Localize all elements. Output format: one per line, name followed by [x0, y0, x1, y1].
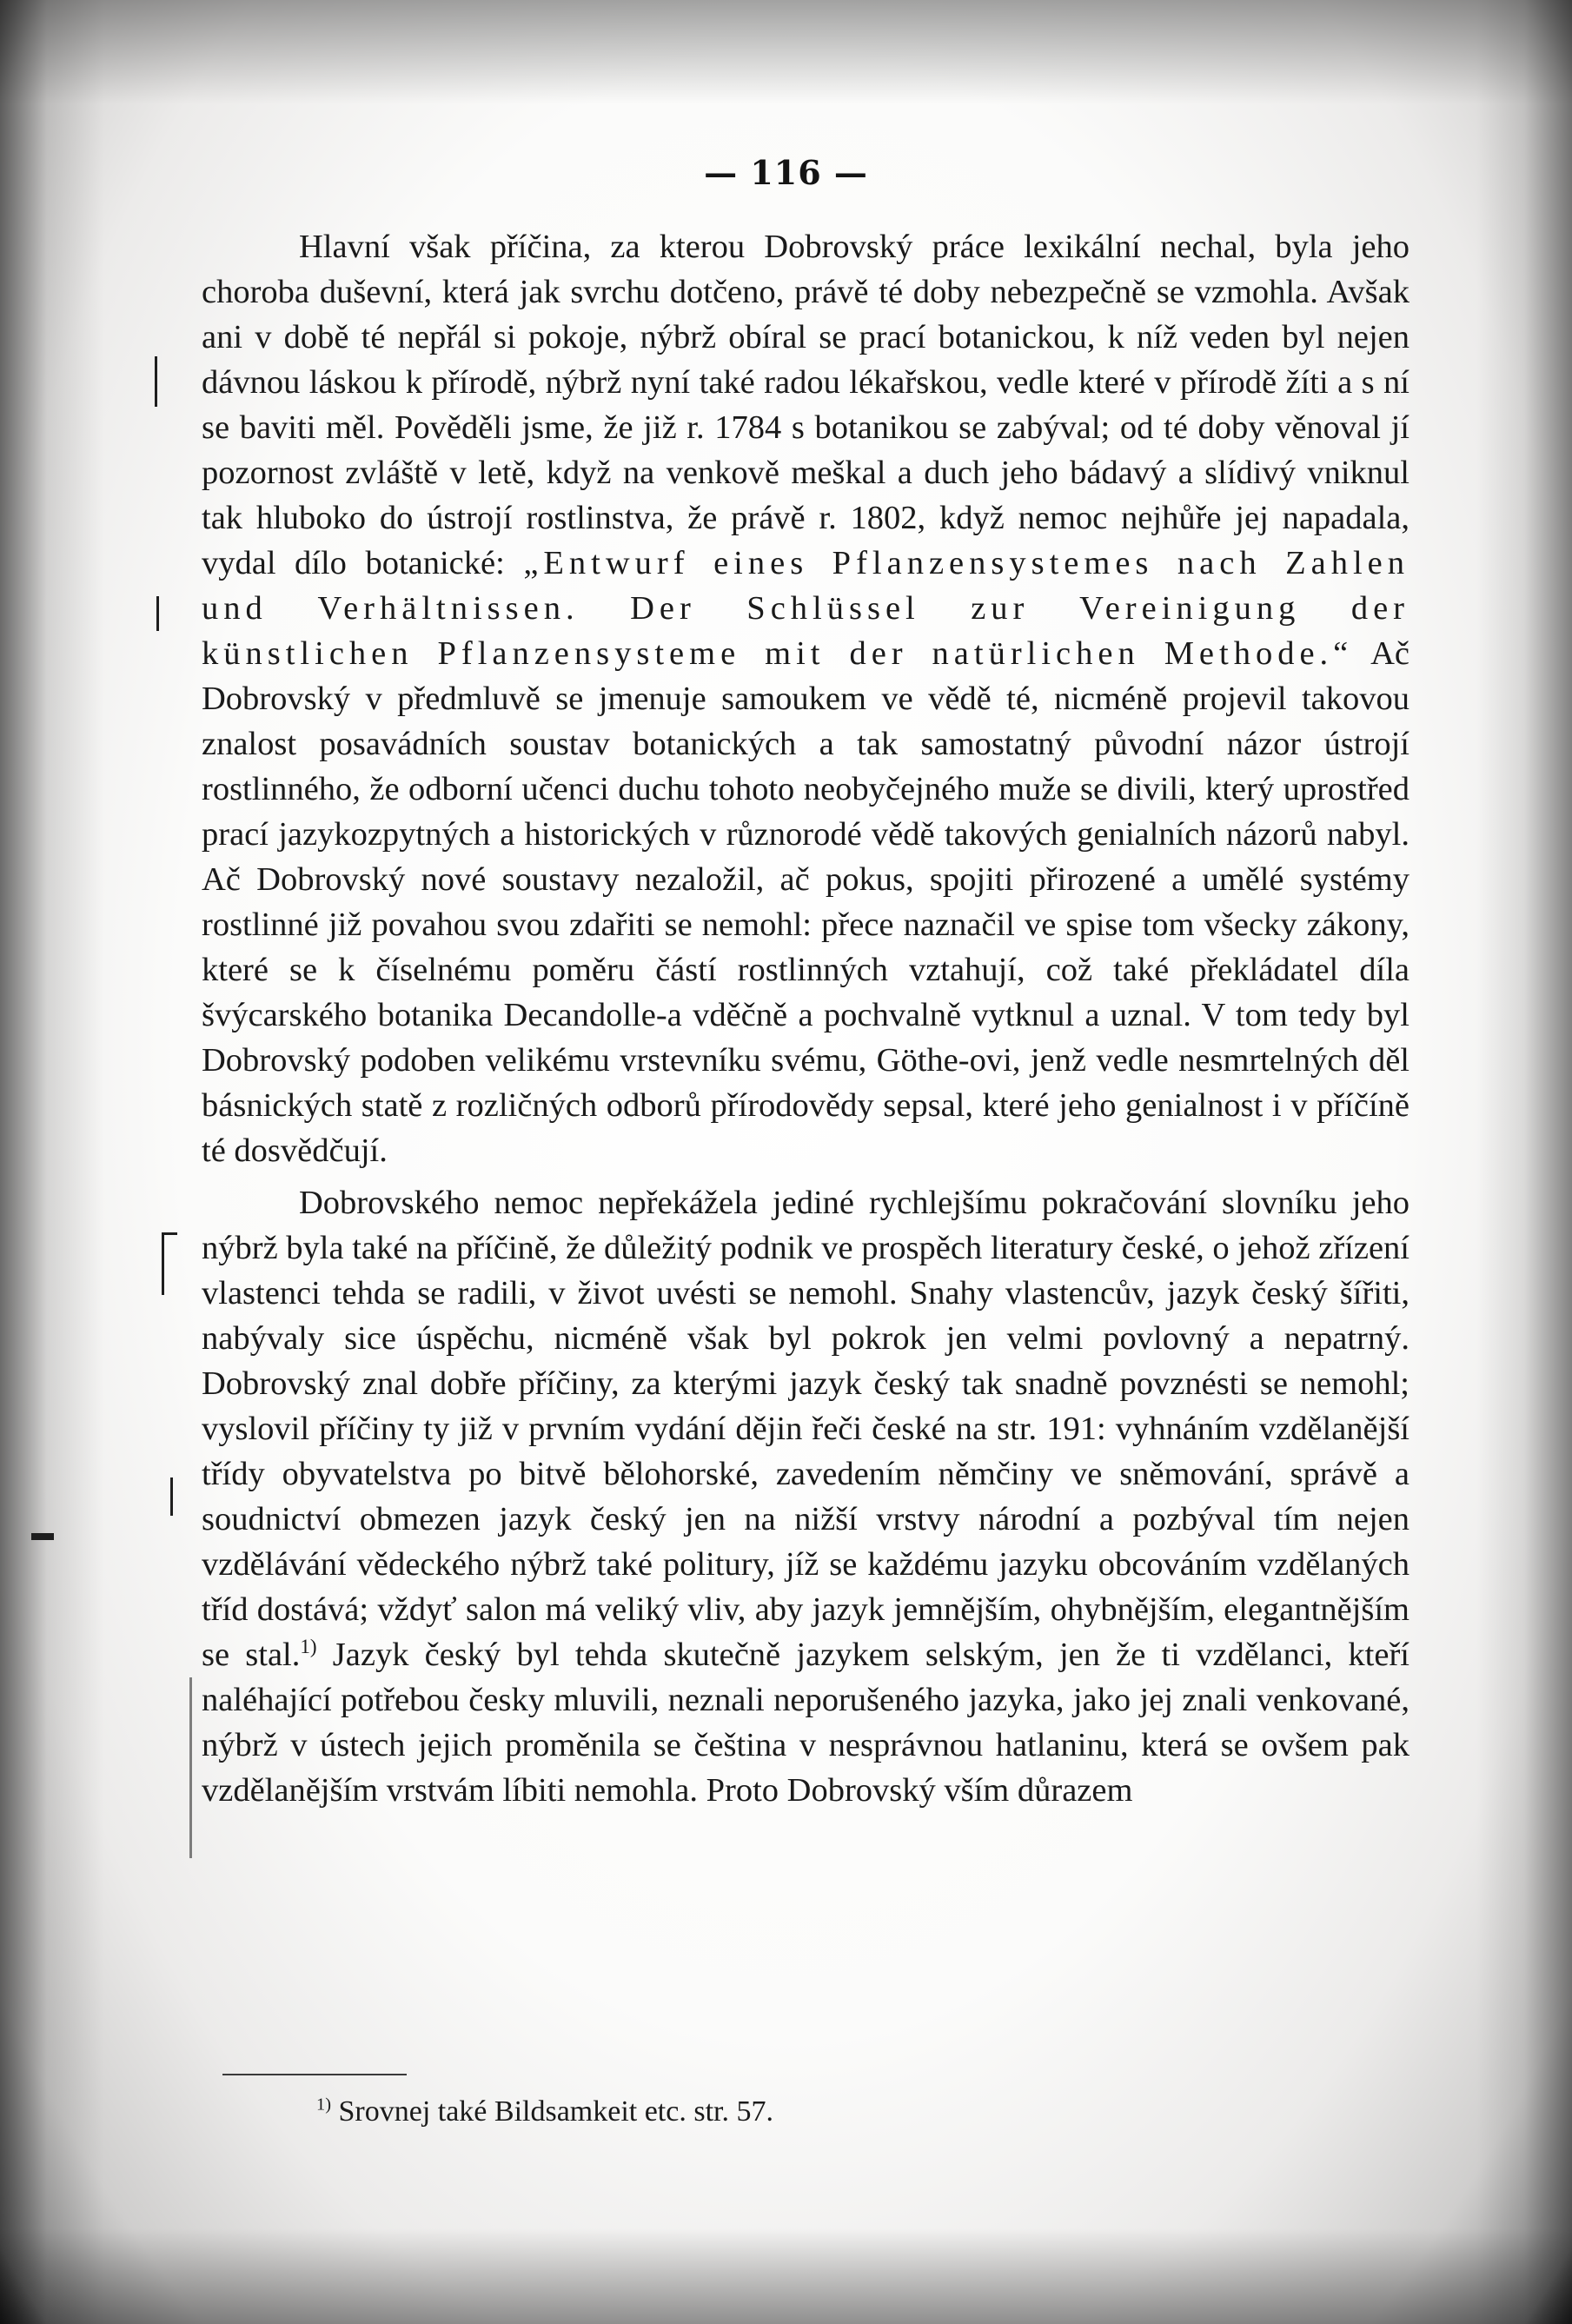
body-text — [202, 224, 1409, 1813]
margin-mark — [31, 1533, 54, 1540]
paragraph-text: Jazyk český byl tehda skutečně jazykem selským, jen že ti vzdělanci, kteří naléhající potřebou česky mluvili, neznali neporušeného jazyka, jako jej znali venkované, nýbrž v ústech jejich proměnila se čeština v nesprávnou hatlaninu, která se ovšem pak vzdělanějším vrstvám líbiti nemohla. Proto Dobrovský vším důrazem — [202, 1637, 1409, 1809]
paragraph — [202, 224, 1409, 1173]
footnote-marker: 1) — [316, 2095, 331, 2115]
margin-mark — [156, 596, 159, 631]
paragraph-text: Ač Dobrovský v předmluvě se jmenuje samoukem ve vědě té, nicméně projevil takovou znalost posavádních soustav botanických a tak samostatný původní názor ústrojí rostlinného, že odborní učenci duchu tohoto neobyčejného muže se divili, který uprostřed prací jazykozpytných a historických v různorodé vědě takových genialních názorů nabyl. Ač Dobrovský nové soustavy nezaložil, ač pokus, spojiti přirozené a umělé systémy rostlinné již povahou svou zdařiti se nemohl: přece naznačil ve spise tom všecky zákony, které se k číselnému poměru částí rostlinných vztahují, což také překládatel díla švýcarského botanika Decandolle-a vděčně a pochvalně vytknul a uznal. V tom tedy byl Dobrovský podoben velikému vrstevníku svému, Göthe-ovi, jenž vedle nesmrtelných děl básnických statě z rozličných odborů přírodovědy sepsal, které jeho genialnost i v příčíně té dosvědčují. — [202, 635, 1409, 1169]
bottom-edge-shadow — [0, 2228, 1572, 2324]
footnote-reference: 1) — [300, 1635, 317, 1658]
margin-mark — [170, 1477, 173, 1516]
footnote-text: Srovnej také Bildsamkeit etc. str. 57. — [331, 2095, 773, 2128]
margin-mark — [162, 1232, 164, 1295]
margin-mark — [162, 1232, 177, 1235]
left-edge-shadow — [0, 0, 104, 2324]
margin-mark — [189, 1677, 192, 1858]
book-title: „Entwurf eines Pflanzensystemes nach Zahlen und Verhältnissen. Der Schlüssel zur Vereinigung der künstlichen Pflanzensysteme mit der natürlichen Methode.“ — [202, 545, 1409, 672]
paragraph-text: Dobrovského nemoc nepřekážela jediné rychlejšímu pokračování slovníku jeho nýbrž byla také na příčině, že důležitý podnik ve prospěch literatury české, o jehož zřízení vlastenci tehda se radili, v život uvésti se nemohl. Snahy vlastencův, jazyk český šířiti, nabývaly sice úspěchu, nicméně však byl pokrok jen velmi povlovný a nepatrný. Dobrovský znal dobře příčiny, za kterými jazyk český tak snadně povznésti se nemohl; vyslovil příčiny ty již v prvním vydání dějin řeči české na str. 191: vyhnáním vzdělanější třídy obyvatelstva po bitvě bělohorské, zavedením němčiny ve sněmování, správě a soudnictví obmezen jazyk český jen na nižší vrstvy národní a pozbýval tím nejen vzdělávání vědeckého nýbrž také politury, jíž se každému jazyku obcováním vzdělaných tříd dostává; vždyť salon má veliký vliv, aby jazyk jemnějším, ohybnějším, elegantnějším se stal. — [202, 1185, 1409, 1673]
footnote-divider — [222, 2074, 407, 2075]
margin-mark — [155, 356, 157, 407]
right-edge-shadow — [1476, 0, 1572, 2324]
paragraph — [202, 1180, 1409, 1813]
footnote — [316, 2093, 773, 2131]
paragraph-text: Hlavní však příčina, za kterou Dobrovský práce lexikální nechal, byla jeho choroba duševní, která jak svrchu dotčeno, právě té doby nebezpečně se vzmohla. Avšak ani v době té nepřál si pokoje, nýbrž obíral se prací botanickou, k níž veden byl nejen dávnou láskou k přírodě, nýbrž nyní také radou lékařskou, vedle které v přírodě žíti a s ní se baviti měl. Pověděli jsme, že již r. 1784 s botanikou se zabýval; od té doby věnoval jí pozornost zvláště v letě, když na venkově meškal a duch jeho bádavý a slídivý vniknul tak hluboko do ústrojí rostlinstva, že právě r. 1802, když nemoc nejhůře jej napadala, vydal dílo botanické: — [202, 229, 1409, 581]
top-edge-shadow — [0, 0, 1572, 104]
page-number: — 116 — — [704, 153, 868, 192]
